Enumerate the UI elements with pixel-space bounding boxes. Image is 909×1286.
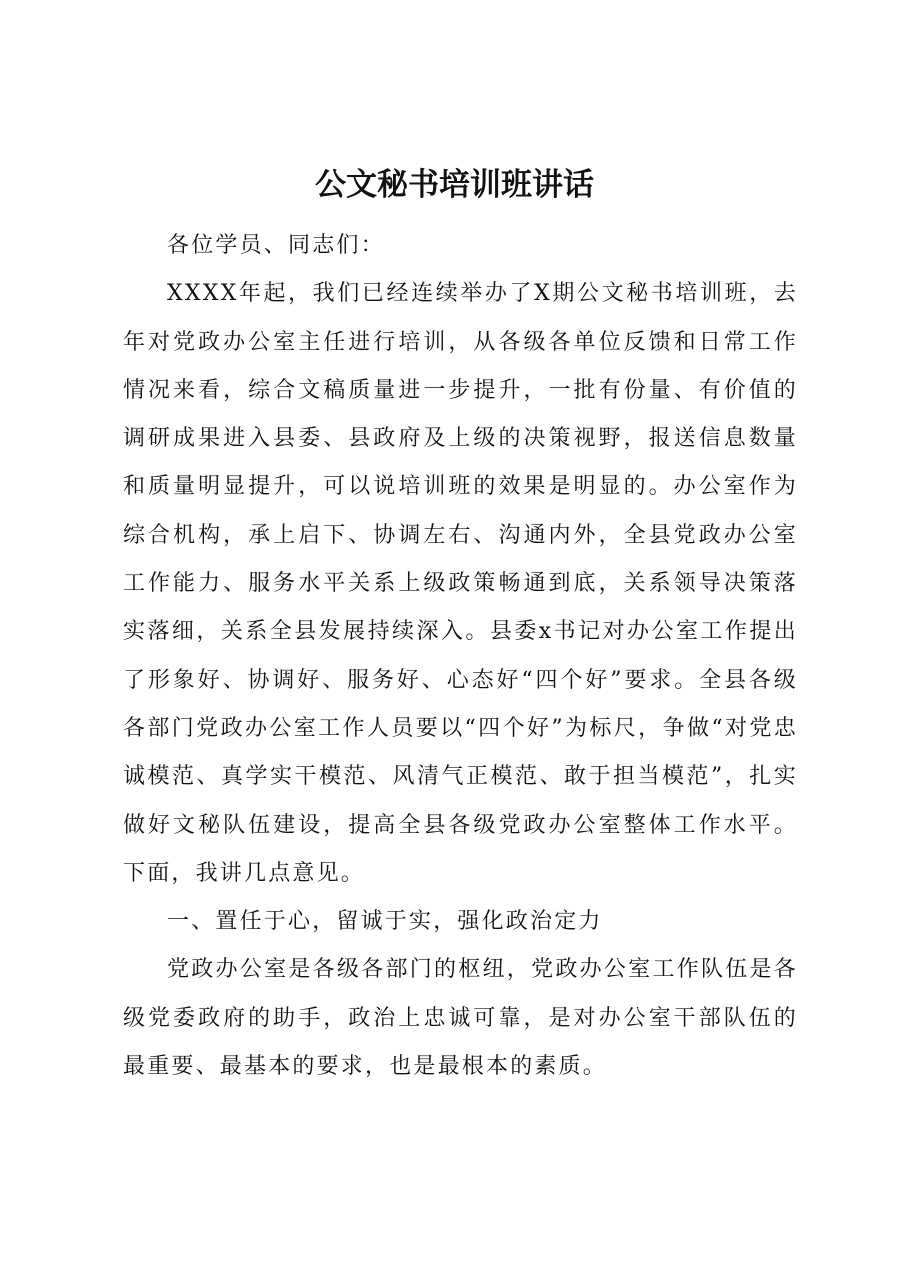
document-title: 公文秘书培训班讲话 [315,167,594,203]
paragraph-section-1: 党政办公室是各级各部门的枢纽，党政办公室工作队伍是各级党委政府的助手，政治上忠诚可靠，是对办公室干部队伍的最重要、最基本的要求，也是最根本的素质。 [123,957,798,1080]
document-body [123,222,798,1091]
section-heading-1: 一、置任于心，留诚于实，强化政治定力 [167,909,603,935]
paragraph-intro: XXXX年起，我们已经连续举办了X期公文秘书培训班，去年对党政办公室主任进行培训，从各级各单位反馈和日常工作情况来看，综合文稿质量进一步提升，一批有份量、有价值的调研成果进入县委、县政府及上级的决策视野，报送信息数量和质量明显提升，可以说培训班的效果是明显的。办公室作为综合机构，承上启下、协调左右、沟通内外，全县党政办公室工作能力、服务水平关系上级政策畅通到底，关系领导决策落实落细，关系全县发展持续深入。县委x书记对办公室工作提出了形象好、协调好、服务好、心态好“四个好”要求。全县各级各部门党政办公室工作人员要以“四个好”为标尺，争做“对党忠诚模范、真学实干模范、风清气正模范、敢于担当模范”，扎实做好文秘队伍建设，提高全县各级党政办公室整体工作水平。下面，我讲几点意见。 [123,281,798,886]
salutation: 各位学员、同志们： [167,233,385,258]
